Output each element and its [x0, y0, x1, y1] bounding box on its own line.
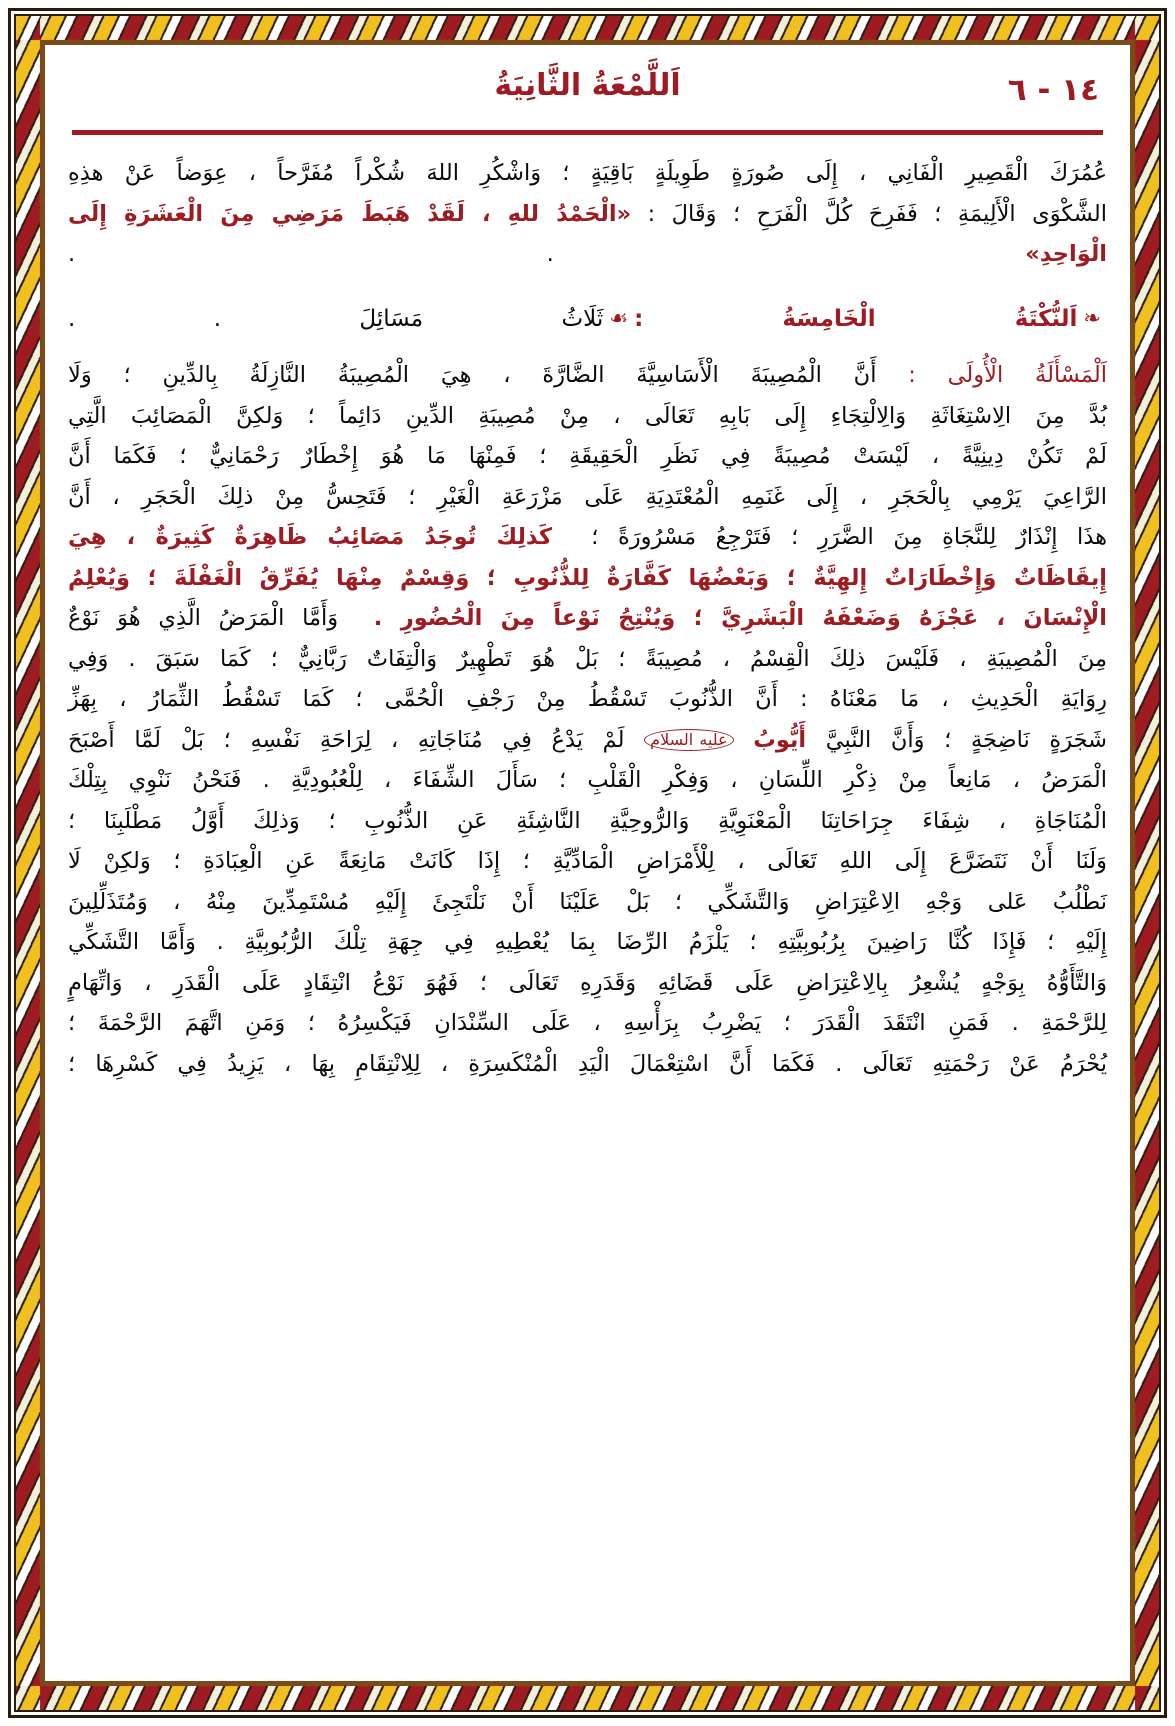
- paragraph-line-text: هذَا إِنْذَارٌ لِلنَّجَاةِ مِنَ الضَّرَرِ ؛ فَتَرْجِعُ مَسْرُورَةً ؛: [591, 524, 1107, 550]
- page-title: اَللَّمْعَةُ الثَّانِيَةُ: [494, 68, 681, 103]
- ornament-right-icon: ❧: [1083, 305, 1101, 330]
- section-heading-title: اَلنُّكْتَةُ الْخَامِسَةُ :: [634, 305, 1078, 332]
- page-header: [68, 62, 1107, 124]
- paragraph-line: [68, 355, 1107, 396]
- paragraph-line: الْمُنَاجَاةِ ، شِفَاءَ جِرَاحَاتِنَا الْمَعْنَوِيَّةِ وَالرُّوحِيَّةِ النَّاشِئَةِ عَنِ الذُّنُوبِ ؛ وَذلِكَ أَوَّلُ مَطْلَبِنَا ؛: [68, 807, 1107, 834]
- honorific-symbol-icon: عليه السلام: [644, 729, 733, 751]
- section-heading-subtitle: ثَلَاثُ مَسَائِلَ . .: [68, 305, 604, 332]
- quote-text: «الْحَمْدُ للهِ ، لَقَدْ هَبَطَ مَرَضِي مِنَ الْعَشَرَةِ إِلَى: [68, 200, 632, 227]
- page-content: [58, 52, 1117, 1674]
- emphasis-text: الْإِنْسَانَ ، عَجْزَهُ وَضَعْفَهُ الْبَشَرِيَّ ؛ وَيُنْتِجُ نَوْعاً مِنَ الْحُضُورِ .: [373, 605, 1107, 631]
- prophet-name: أَيُّوبُ: [753, 726, 807, 753]
- paragraph-line: عُمُرَكَ الْقَصِيرِ الْفَانِي ، إِلَى صُورَةٍ طَوِيلَةٍ بَاقِيَةٍ ؛ وَاشْكُرِ اللهَ شُكْراً مُفَرَّحاً ، عِوَضاً عَنْ هذِهِ: [68, 160, 1107, 186]
- paragraph-line-text: الشَّكْوَى الْأَلِيمَةِ ؛ فَفَرِحَ كُلَّ الْفَرَحِ ؛ وَقَالَ :: [631, 200, 1107, 227]
- paragraph-line: وَالتَّأَوُّهُ بِوَجْهٍ يُشْعِرُ بِالِاعْتِرَاضِ عَلَى قَضَائِهِ وَقَدَرِهِ تَعَالَى ؛ فَهُوَ نَوْعُ انْتِقَادٍ عَلَى الْقَدَرِ ، وَاتِّهَامٍ: [68, 969, 1107, 996]
- trailing-dots: . .: [68, 241, 554, 267]
- paragraph-line: الْمَرَضُ ، مَانِعاً مِنْ ذِكْرِ اللِّسَانِ ، وَفِكْرِ الْقَلْبِ ؛ سَأَلَ الشِّفَاءَ ، لِلْعُبُودِيَّةِ . فَنَحْنُ نَنْوِي بِتِلْكَ: [68, 767, 1107, 793]
- paragraph-line: [68, 558, 1107, 599]
- emphasis-text: كَذلِكَ تُوجَدُ مَصَائِبُ ظَاهِرَةٌ كَثِيرَةٌ ، هِيَ: [68, 524, 552, 550]
- paragraph-line-text: شَجَرَةٍ نَاضِجَةٍ ؛: [944, 726, 1107, 753]
- paragraph-line-text: أَنَّ الْمُصِيبَةَ الْأَسَاسِيَّةَ الضَّارَّةَ ، هِيَ الْمُصِيبَةُ النَّازِلَةُ بِالدِّينِ ؛ وَلَا: [68, 362, 877, 388]
- document-body: [68, 153, 1107, 1084]
- paragraph-line: [68, 194, 1107, 235]
- paragraph-line: لِلرَّحْمَةِ . فَمَنِ انْتَقَدَ الْقَدَرَ ؛ يَضْرِبُ بِرَأْسِهِ ، عَلَى السِّنْدَانِ فَيَكْسِرُهُ ؛ وَمَنِ اتَّهَمَ الرَّحْمَةَ ؛: [68, 1010, 1107, 1036]
- section-heading-fifth-point: [68, 299, 1107, 340]
- page-number: ١٤ - ٦: [1007, 72, 1099, 108]
- emphasis-text: إِيقَاظَاتٌ وَإِخْطَارَاتٌ إِلهِيَّةٌ ؛ وَبَعْضُهَا كَفَّارَةٌ لِلذُّنُوبِ ؛ وَقِسْمٌ مِنْهَا يُفَرِّقُ الْغَفْلَةَ ؛ وَيُعْلِمُ: [68, 564, 1107, 591]
- paragraph-line: مِنَ الْمُصِيبَةِ ، فَلَيْسَ ذلِكَ الْقِسْمُ ، مُصِيبَةً ؛ بَلْ هُوَ تَطْهِيرٌ وَالْتِفَاتٌ رَبَّانِيٌّ ؛ كَمَا سَبَقَ . وَفِي: [68, 645, 1107, 672]
- quote-tail: الْوَاحِدِ»: [1025, 241, 1107, 267]
- paragraph-line: بُدَّ مِنَ الِاسْتِغَاثَةِ وَالِالْتِجَاءِ إِلَى بَابِهِ تَعَالَى ، مِنْ مُصِيبَةِ الدِّينِ دَائِماً ؛ وَلكِنَّ الْمَصَائِبَ الَّتِي: [68, 402, 1107, 429]
- paragraph-line: [68, 720, 1107, 761]
- matter-label: اَلْمَسْأَلَةُ الْأُولَى :: [908, 362, 1107, 388]
- paragraph-first-matter: [68, 355, 1107, 1084]
- paragraph-line: إِلَيْهِ ؛ فَإِذَا كُنَّا رَاضِينَ بِرُبُوبِيَّتِهِ ؛ يَلْزَمُ الرِّضَا بِمَا يُعْطِيهِ فِي جِهَةِ تِلْكَ الرُّبُوبِيَّةِ . وَأَمَّا التَّشَكِّي: [68, 929, 1107, 955]
- paragraph-line: [68, 598, 1107, 639]
- header-divider-rule: [72, 130, 1103, 135]
- paragraph-line: نَطْلُبُ عَلى وَجْهِ الِاعْتِرَاضِ وَالتَّشَكِّي ؛ بَلْ عَلَيْنَا أَنْ نَلْتَجِئَ إِلَيْهِ مُسْتَمِدِّينَ مِنْهُ ، وَمُتَذَلِّلِينَ: [68, 888, 1107, 915]
- paragraph-line-text: وَأَنَّ النَّبِيَّ: [825, 726, 925, 753]
- paragraph-line: يُحْرَمُ عَنْ رَحْمَتِهِ تَعَالَى . فَكَمَا أَنَّ اسْتِعْمَالَ الْيَدِ الْمُنْكَسِرَةِ ، لِلِانْتِقَامِ بِهَا ، يَزِيدُ فِي كَسْرِهَا ؛: [68, 1050, 1107, 1077]
- paragraph-line: لَمْ تَكُنْ دِينِيَّةً ، لَيْسَتْ مُصِيبَةً فِي نَظَرِ الْحَقِيقَةِ ؛ فَمِنْهَا مَا هُوَ إِخْطَارٌ رَحْمَانِيٌّ ؛ فَكَمَا أَنَّ: [68, 443, 1107, 469]
- paragraph-opening: [68, 153, 1107, 275]
- paragraph-line: [68, 234, 1107, 275]
- paragraph-line-text: وَأَمَّا الْمَرَضُ الَّذِي هُوَ نَوْعٌ: [68, 605, 339, 631]
- paragraph-line: [68, 517, 1107, 558]
- ornament-left-icon: ☙: [609, 305, 629, 330]
- paragraph-line: رِوَايَةِ الْحَدِيثِ ، مَا مَعْنَاهُ : أَنَّ الذُّنُوبَ تَسْقُطُ مِنْ رَجْفِ الْحُمَّى ؛ كَمَا تَسْقُطُ الثِّمَارُ ، بِهَزِّ: [68, 686, 1107, 712]
- paragraph-line: الرَّاعِيَ يَرْمِي بِالْحَجَرِ ، إِلَى غَنَمِهِ الْمُعْتَدِيَةِ عَلَى مَزْرَعَةِ الْغَيْرِ ؛ فَتَحِسُّ مِنْ ذلِكَ الْحَجَرِ ، أَنَّ: [68, 483, 1107, 510]
- paragraph-line: وَلَنَا أَنْ نَتَضَرَّعَ إِلَى اللهِ تَعَالَى ، لِلْأَمْرَاضِ الْمَادِّيَّةِ ؛ إِذَا كَانَتْ مَانِعَةً عَنِ الْعِبَادَةِ ؛ وَلكِنْ لَا: [68, 848, 1107, 874]
- paragraph-line-text: لَمْ يَدْعُ فِي مُنَاجَاتِهِ ، لِرَاحَةِ نَفْسِهِ ؛ بَلْ لَمَّا أَصْبَحَ: [68, 726, 625, 753]
